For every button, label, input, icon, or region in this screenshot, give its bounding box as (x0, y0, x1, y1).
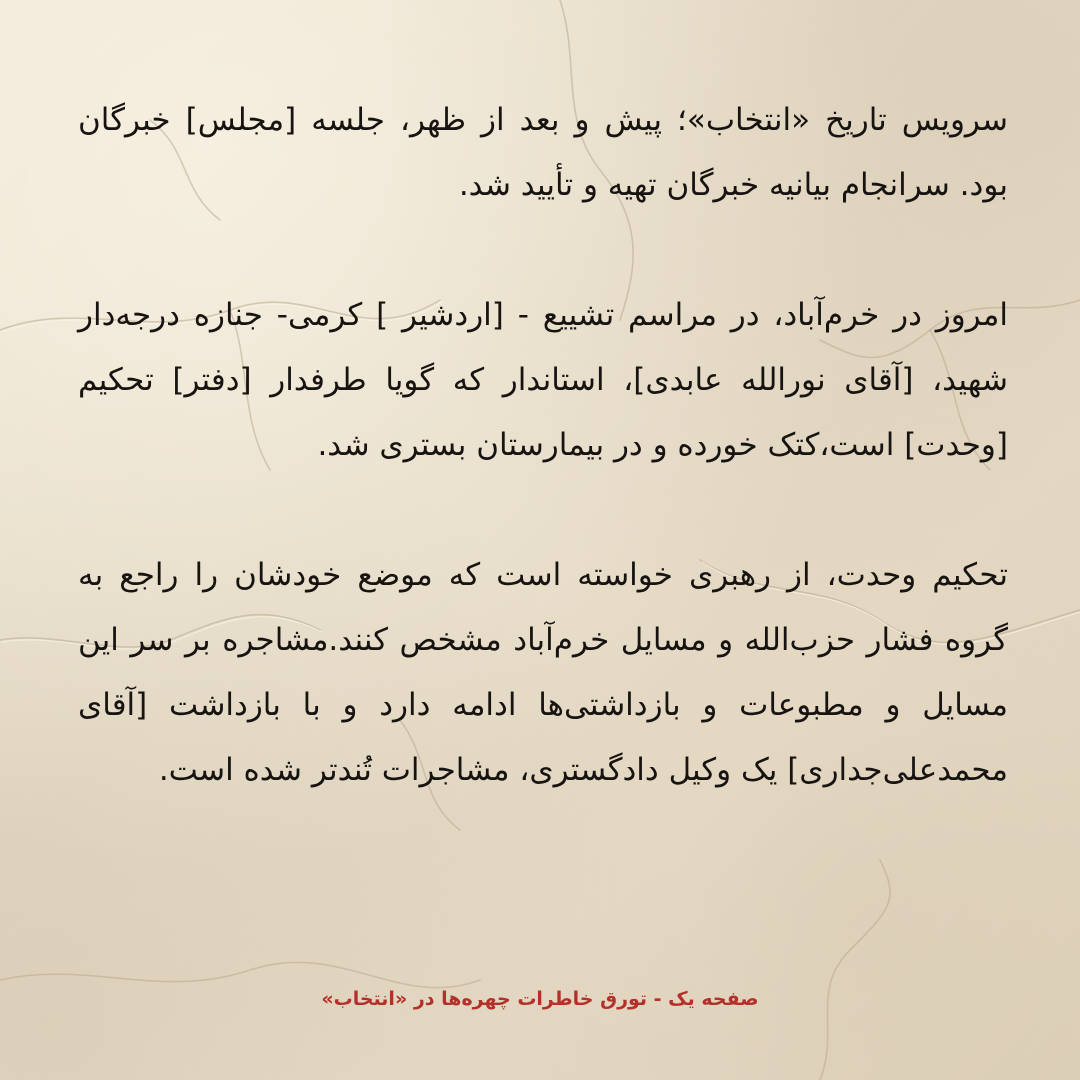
paragraph-1: سرویس تاریخ «انتخاب»؛ پیش و بعد از ظهر، جلسه [مجلس] خبرگان بود. سرانجام بیانیه خبرگان تهیه و تأیید شد. (78, 102, 1008, 203)
page-caption: صفحه یک - تورق خاطرات چهره‌ها در «انتخاب» (321, 988, 759, 1010)
paragraph-3: تحکیم وحدت، از رهبری خواسته است که موضع خودشان را راجع به گروه فشار حزب‌الله و مسایل خرم‌آباد مشخص کنند.مشاجره بر سر این مسایل و مطبوعات و بازداشتی‌ها ادامه دارد و با بازداشت [آقای محمدعلی‌جداری] یک وکیل دادگستری، مشاجرات تُندتر شده است. (78, 557, 1008, 788)
paragraph-2: امروز در خرم‌آباد، در مراسم تشییع - [اردشیر ] کرمی- جنازه درجه‌دار شهید، [آقای نورالله عابدی]، استاندار که گویا طرفدار [دفتر] تحکیم [وحدت] است،کتک خورده و در بیمارستان بستری شد. (78, 297, 1008, 463)
memoir-text (78, 88, 1008, 803)
